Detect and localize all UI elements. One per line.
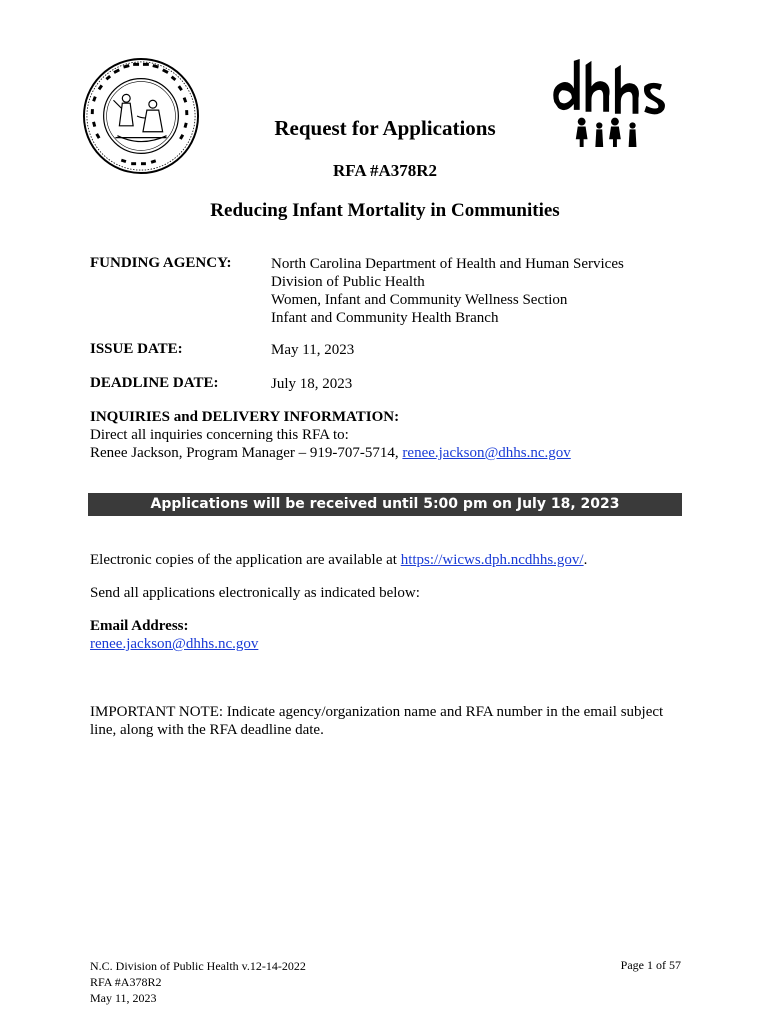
rfa-number: RFA #A378R2 [332, 161, 438, 180]
funding-agency-line: North Carolina Department of Health and Human Services [271, 256, 624, 272]
funding-agency-line: Infant and Community Health Branch [271, 310, 499, 326]
email-label: Email Address: [90, 618, 189, 634]
document-title: Request for Applications [274, 116, 496, 140]
footer-version: N.C. Division of Public Health v.12-14-2022 [90, 959, 306, 973]
electronic-copies-line [90, 551, 587, 569]
footer-date: May 11, 2023 [90, 991, 157, 1005]
funding-agency-line: Division of Public Health [271, 274, 425, 290]
important-note [90, 703, 663, 739]
application-url-link[interactable]: https://wicws.dph.ncdhhs.gov/ [400, 552, 584, 568]
funding-agency-value [271, 255, 624, 327]
email-section [90, 617, 258, 653]
footer-info [90, 958, 306, 1006]
funding-agency-line: Women, Infant and Community Wellness Section [271, 292, 568, 308]
funding-agency-label: FUNDING AGENCY: [90, 255, 232, 271]
footer-rfa-number: RFA #A378R2 [90, 975, 162, 989]
deadline-banner: Applications will be received until 5:00 pm on July 18, 2023 [88, 493, 682, 516]
inquiries-section [90, 408, 571, 462]
email-link[interactable]: renee.jackson@dhhs.nc.gov [90, 636, 259, 652]
send-note: Send all applications electronically as indicated below: [90, 585, 420, 601]
contact-email-link[interactable]: renee.jackson@dhhs.nc.gov [402, 445, 571, 461]
inquiries-contact [90, 444, 571, 462]
deadline-date-value: July 18, 2023 [271, 376, 353, 392]
contact-name: Renee Jackson, Program Manager – 919-707-5714, [90, 445, 403, 461]
inquiries-heading: INQUIRIES and DELIVERY INFORMATION: [90, 409, 400, 425]
program-title: Reducing Infant Mortality in Communities [210, 200, 560, 221]
page-number: Page 1 of 57 [620, 958, 681, 972]
issue-date-value: May 11, 2023 [271, 342, 355, 358]
inquiries-line: Direct all inquiries concerning this RFA to: [90, 427, 349, 443]
important-note-line: line, along with the RFA deadline date. [90, 722, 324, 738]
issue-date-label: ISSUE DATE: [90, 341, 183, 357]
electronic-copies-text: Electronic copies of the application are available at [90, 552, 401, 568]
important-note-line: IMPORTANT NOTE: Indicate agency/organization name and RFA number in the email subject [90, 704, 664, 720]
electronic-copies-suffix: . [583, 552, 588, 568]
deadline-date-label: DEADLINE DATE: [90, 375, 219, 391]
